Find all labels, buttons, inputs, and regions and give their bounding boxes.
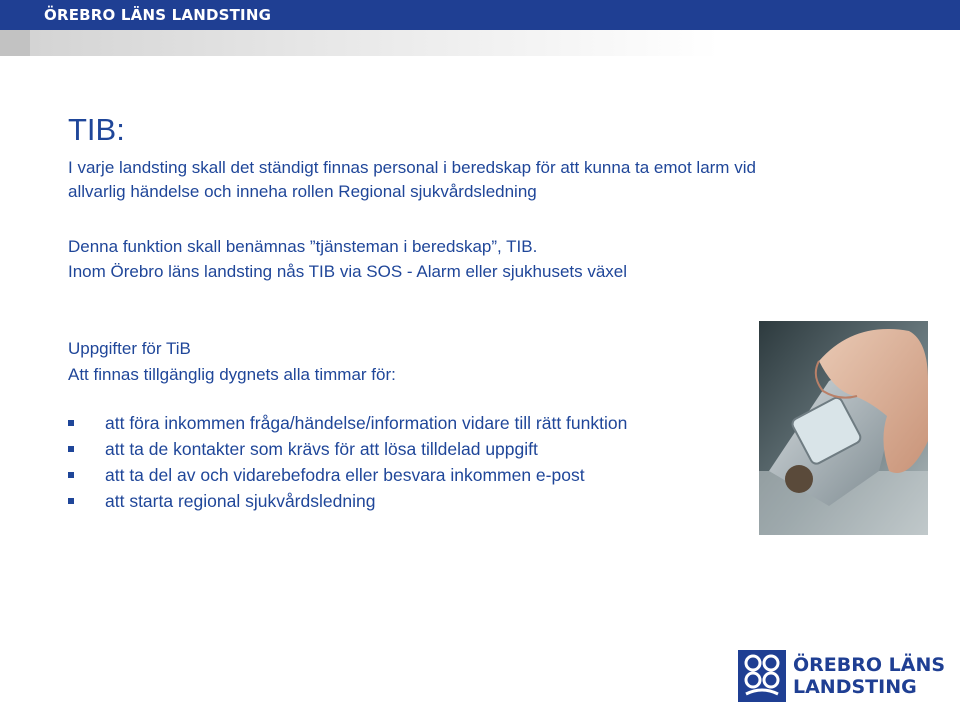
header-gradient-strip [0,30,30,56]
role-name-paragraph: Denna funktion skall benämnas ”tjänsteman i beredskap”, TIB. [68,237,538,256]
header-bar [0,0,960,30]
header-gradient-band [0,30,960,56]
phone-photo [759,321,928,535]
list-item [68,466,668,485]
list-item-text: att ta del av och vidarebefodra eller besvara inkommen e-post [105,465,585,485]
list-item-text: att starta regional sjukvårdsledning [105,491,376,511]
tasks-intro: Att finnas tillgänglig dygnets alla timmar för: [68,365,396,384]
task-list [68,414,668,518]
contact-paragraph: Inom Örebro läns landsting nås TIB via SOS - Alarm eller sjukhusets växel [68,262,628,281]
county-council-logo-icon [738,650,786,702]
bullet-square-icon [68,420,74,426]
list-item [68,440,668,459]
bullet-square-icon [68,446,74,452]
footer-logo [738,650,946,702]
slide-title: TIB: [68,112,125,147]
tasks-heading: Uppgifter för TiB [68,339,191,358]
logo-wordmark [793,654,945,698]
list-item [68,492,668,511]
bullet-square-icon [68,472,74,478]
header-org-name: ÖREBRO LÄNS LANDSTING [44,6,272,24]
logo-line-1: ÖREBRO LÄNS [793,654,946,676]
intro-paragraph: I varje landsting skall det ständigt finnas personal i beredskap för att kunna ta emot larm vid allvarlig händelse och inneha rollen Regional sjukvårdsledning [68,158,756,201]
list-item-text: att ta de kontakter som krävs för att lösa tilldelad uppgift [105,439,538,459]
list-item-text: att föra inkommen fråga/händelse/information vidare till rätt funktion [105,413,628,433]
list-item [68,414,668,433]
logo-line-2: LANDSTING [793,676,917,698]
bullet-square-icon [68,498,74,504]
hand-holding-phone-image [759,321,928,535]
